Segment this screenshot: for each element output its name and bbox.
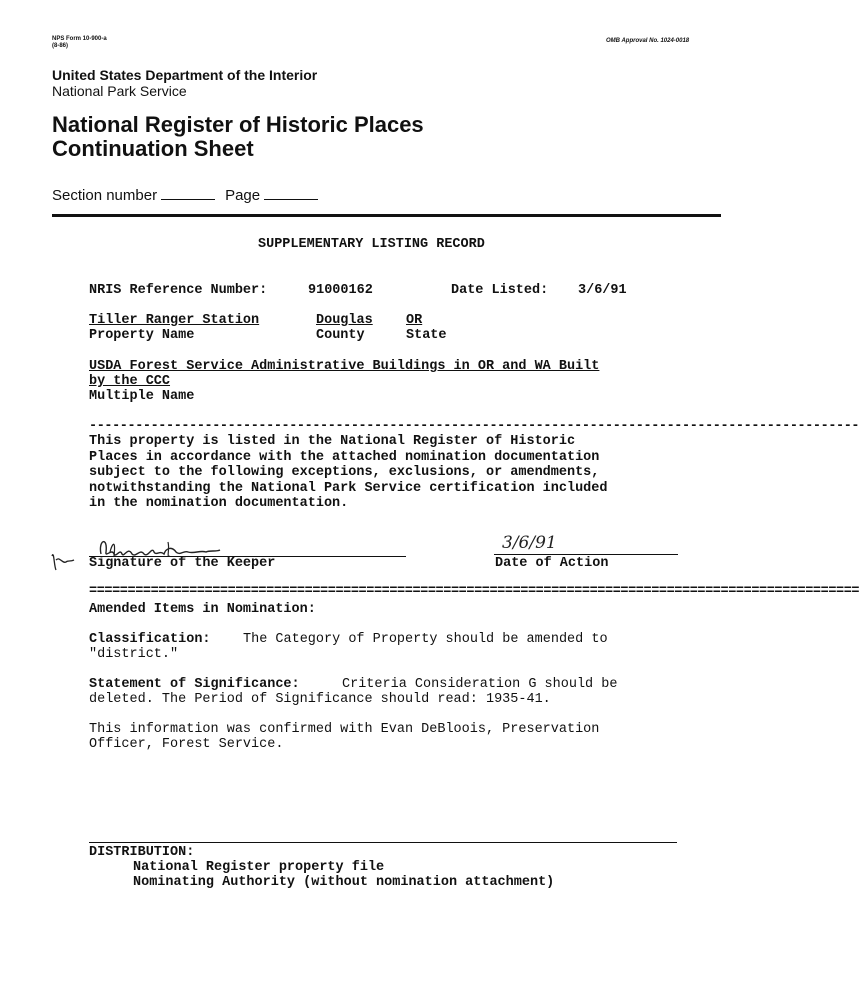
section-page-line — [52, 187, 328, 204]
double-divider: ==================================================================================================== — [89, 584, 859, 599]
nris-label: NRIS Reference Number: — [89, 283, 268, 298]
property-name-value: Tiller Ranger Station — [89, 313, 260, 328]
section-number-label: Section number — [52, 187, 158, 204]
multiple-name-line1: USDA Forest Service Administrative Buildings in OR and WA Built — [89, 359, 600, 374]
significance-line1: Criteria Consideration G should be — [342, 677, 618, 692]
register-title: National Register of Historic Places — [52, 112, 424, 137]
listing-statement — [89, 434, 607, 512]
section-number-blank — [161, 198, 215, 200]
statement-line: in the nomination documentation. — [89, 496, 349, 511]
county-value: Douglas — [316, 313, 373, 328]
significance-line2: deleted. The Period of Significance should read: 1935-41. — [89, 692, 551, 707]
service-name: National Park Service — [52, 83, 187, 99]
date-line — [494, 554, 678, 555]
signature-label: Signature of the Keeper — [89, 556, 276, 571]
property-name-label: Property Name — [89, 328, 195, 343]
confirmation-line1: This information was confirmed with Evan DeBloois, Preservation — [89, 722, 600, 737]
department-name: United States Department of the Interior — [52, 67, 318, 83]
classification-label: Classification: — [89, 632, 211, 647]
county-label: County — [316, 328, 365, 343]
page-label: Page — [225, 187, 261, 204]
statement-line: Places in accordance with the attached nomination documentation — [89, 449, 600, 465]
date-listed-label: Date Listed: — [451, 283, 549, 298]
statement-line: subject to the following exceptions, exclusions, or amendments, — [89, 465, 600, 480]
amended-heading: Amended Items in Nomination: — [89, 602, 316, 617]
confirmation-line2: Officer, Forest Service. — [89, 737, 284, 752]
date-listed-value: 3/6/91 — [578, 283, 627, 298]
multiple-name-label: Multiple Name — [89, 389, 195, 404]
date-of-action-handwritten: 3/6/91 — [502, 533, 557, 553]
date-of-action-label: Date of Action — [495, 556, 609, 571]
distribution-rule — [89, 842, 677, 843]
statement-line: notwithstanding the National Park Service certification included — [89, 480, 608, 496]
distribution-item: Nominating Authority (without nomination attachment) — [133, 875, 555, 890]
state-label: State — [406, 328, 447, 343]
dashed-divider: ---------------------------------------------------------------------------------------------------- — [89, 419, 859, 434]
significance-label: Statement of Significance: — [89, 677, 300, 692]
form-number: NPS Form 10-900-a (8-86) — [52, 36, 107, 49]
classification-line1: The Category of Property should be amended to — [243, 632, 608, 647]
nris-value: 91000162 — [308, 283, 373, 298]
distribution-label: DISTRIBUTION: — [89, 845, 195, 860]
classification-line2: "district." — [89, 647, 179, 662]
distribution-item: National Register property file — [133, 860, 385, 875]
page-blank — [264, 198, 318, 200]
statement-line: This property is listed in the National Register of Historic — [89, 434, 576, 449]
state-value: OR — [406, 313, 423, 328]
header-rule — [52, 214, 721, 217]
multiple-name-line2: by the CCC — [89, 374, 171, 389]
record-heading: SUPPLEMENTARY LISTING RECORD — [258, 237, 485, 252]
continuation-title: Continuation Sheet — [52, 136, 254, 161]
omb-approval: OMB Approval No. 1024-0018 — [606, 38, 690, 44]
